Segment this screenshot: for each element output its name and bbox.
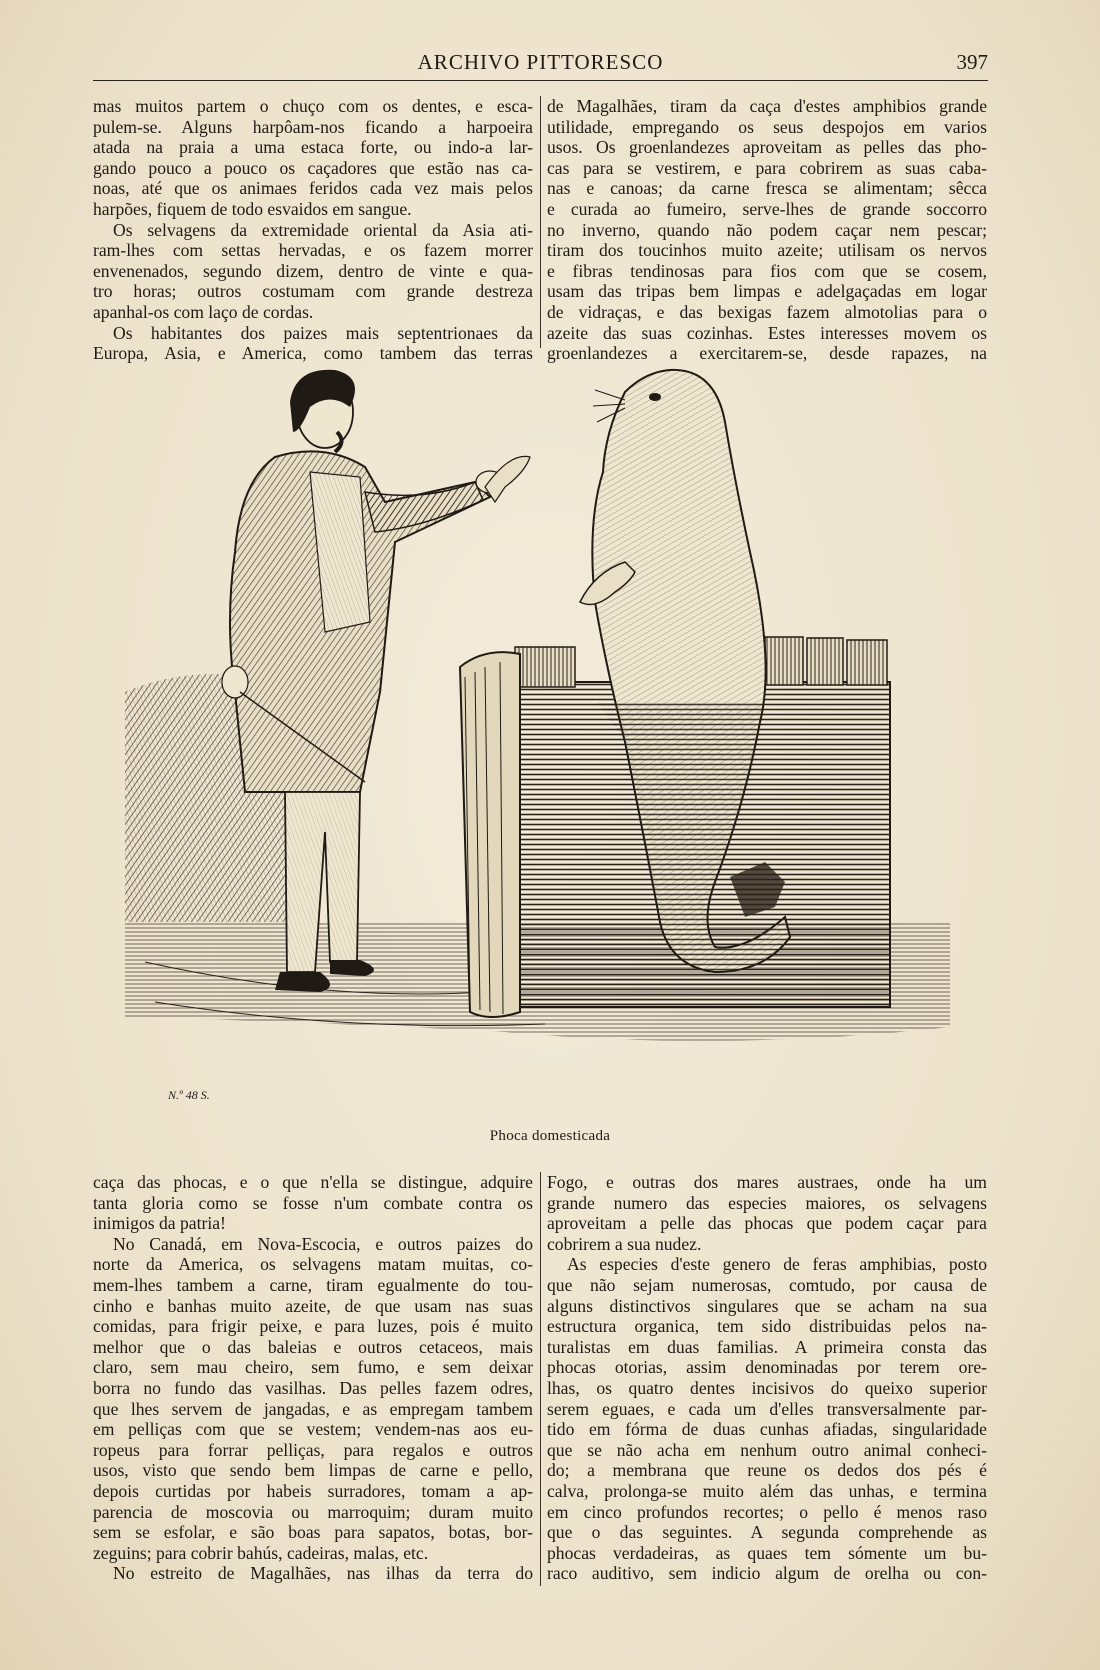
text-line: em cinco profundos recortes; o pello é menos raso	[547, 1501, 987, 1522]
text-line: borra no fundo das vasilhas. Das pelles fazem odres,	[93, 1377, 533, 1398]
text-line: As especies d'este genero de feras amphibias, posto	[567, 1254, 987, 1275]
text-line: azeite das suas cozinhas. Estes interesses movem os	[547, 322, 987, 343]
text-column-bottom-left	[93, 1172, 533, 1584]
text-line: phocas otorias, assim denominadas por terem ore-	[547, 1357, 987, 1378]
text-line: do; a membrana que reune os dedos dos pés é	[547, 1460, 987, 1481]
text-line: ram-lhes com settas hervadas, e os fazem morrer	[93, 240, 533, 261]
text-line: pulem-se. Alguns harpôam-nos ficando a harpoeira	[93, 116, 533, 137]
text-line: grande numero das especies maiores, os selvagens	[547, 1192, 987, 1213]
text-line: cobrirem a sua nudez.	[547, 1233, 702, 1254]
text-line: que não sejam numerosas, comtudo, por causa de	[547, 1274, 987, 1295]
text-line: Europa, Asia, e America, como tambem das terras	[93, 343, 533, 364]
column-divider-bottom	[540, 1172, 541, 1586]
text-line: serem eguaes, e cada um d'elles transversalmente par-	[547, 1398, 987, 1419]
text-line: de Magalhães, tiram da caça d'estes amphibios grande	[547, 96, 987, 116]
text-line: calva, prolonga-se muito além das unhas, e termina	[547, 1480, 987, 1501]
text-line: usos. Os groenlandezes aproveitam as pelles das pho-	[547, 137, 987, 158]
text-line: norte da America, os selvagens matam muitas, co-	[93, 1254, 533, 1275]
text-line: tiram dos toucinhos muito azeite; utilisam os nervos	[547, 240, 987, 261]
text-line: zeguins; para cobrir bahús, cadeiras, malas, etc.	[93, 1542, 429, 1563]
text-line: phocas verdadeiras, as quaes tem sómente um bu-	[547, 1542, 987, 1563]
text-line: no inverno, quando não podem caçar nem pescar;	[547, 219, 987, 240]
text-line: e fibras tendinosas para fios com que se cosem,	[547, 260, 987, 281]
text-line: sem se esfolar, e são boas para sapatos, botas, bor-	[93, 1522, 533, 1543]
running-header	[93, 50, 988, 81]
text-line: alguns distinctivos singulares que se acham na sua	[547, 1295, 987, 1316]
text-line: cinho e banhas muito azeite, de que usam nas suas	[93, 1295, 533, 1316]
text-line: Fogo, e outras dos mares austraes, onde ha um	[547, 1172, 987, 1192]
text-line: ropeus para forrar pelliças, para regalos e outros	[93, 1439, 533, 1460]
text-line: harpões, fiquem de todo esvaidos em sangue.	[93, 198, 412, 219]
text-line: nas e canoas; da carne fresca se alimentam; sêcca	[547, 178, 987, 199]
text-line: mas muitos partem o chuço com os dentes, e esca-	[93, 96, 533, 116]
text-line: que lhes servem de jangadas, e as empregam tambem	[93, 1398, 533, 1419]
text-line: Os habitantes dos paizes mais septentrionaes da	[113, 322, 533, 343]
text-line: No Canadá, em Nova-Escocia, e outros paizes do	[113, 1233, 533, 1254]
text-line: envenenados, segundo dizem, dentro de vinte e qua-	[93, 260, 533, 281]
text-line: usam das tripas bem limpas e adelgaçadas em logar	[547, 281, 987, 302]
text-line: noas, até que os animaes feridos cada vez mais pelos	[93, 178, 533, 199]
text-line: mem-lhes tambem a carne, tiram egualmente do tou-	[93, 1274, 533, 1295]
text-line: tanta gloria como se fosse n'um combate contra os	[93, 1192, 533, 1213]
text-line: depois curtidas por habeis surradores, tomam a ap-	[93, 1480, 533, 1501]
text-column-top-left	[93, 96, 533, 364]
text-line: cas para se vestirem, e para cobrirem as suas caba-	[547, 157, 987, 178]
text-line: utilidade, empregando os seus despojos em varios	[547, 116, 987, 137]
text-line: que se não acha em nenhum outro animal conheci-	[547, 1439, 987, 1460]
text-line: caça das phocas, e o que n'ella se distingue, adquire	[93, 1172, 533, 1192]
page-number: 397	[956, 50, 988, 74]
text-line: inimigos da patria!	[93, 1213, 226, 1234]
text-line: usos, visto que sendo bem limpas de carne e pello,	[93, 1460, 533, 1481]
text-line: de vidraças, e das bexigas fazem almotolias para o	[547, 301, 987, 322]
text-column-top-right	[547, 96, 987, 364]
text-line: tido em fórma de duas cunhas afiadas, singularidade	[547, 1419, 987, 1440]
text-line: atada na praia a uma estaca forte, ou indo-a lar-	[93, 137, 533, 158]
journal-title: ARCHIVO PITTORESCO	[417, 50, 664, 74]
text-line: melhor que o das baleias e outros cetaceos, mais	[93, 1336, 533, 1357]
text-line: comidas, para frigir peixe, e para luzes, pois é muito	[93, 1316, 533, 1337]
text-line: e curada ao fumeiro, serve-lhes de grande soccorro	[547, 198, 987, 219]
text-line: parencia de moscovia ou marroquim; duram muito	[93, 1501, 533, 1522]
text-line: raco auditivo, sem indicio algum de orelha ou con-	[547, 1563, 987, 1584]
text-line: claro, sem mau cheiro, sem fumo, e sem deixar	[93, 1357, 533, 1378]
text-column-bottom-right	[547, 1172, 987, 1584]
engraver-signature: N.º 48 S.	[168, 1088, 210, 1102]
engraving-illustration	[125, 362, 950, 1102]
text-line: gando pouco a pouco os caçadores que estão nas ca-	[93, 157, 533, 178]
text-line: estructura organica, tem sido distribuidas pelos na-	[547, 1316, 987, 1337]
text-line: Os selvagens da extremidade oriental da Asia ati-	[113, 219, 533, 240]
illustration-caption: Phoca domesticada	[489, 1128, 611, 1144]
text-line: turalistas em duas familias. A primeira consta das	[547, 1336, 987, 1357]
text-line: groenlandezes a exercitarem-se, desde rapazes, na	[547, 343, 987, 364]
text-line: aproveitam a pelle das phocas que podem caçar para	[547, 1213, 987, 1234]
text-line: No estreito de Magalhães, nas ilhas da terra do	[113, 1563, 533, 1584]
text-line: lhas, os quatro dentes incisivos do queixo superior	[547, 1377, 987, 1398]
column-divider-top	[540, 96, 541, 348]
text-line: em pelliças com que se vestem; vendem-nas aos eu-	[93, 1419, 533, 1440]
text-line: apanhal-os com laço de cordas.	[93, 301, 314, 322]
text-line: tro horas; outros costumam com grande destreza	[93, 281, 533, 302]
text-line: que o das seguintes. A segunda comprehende as	[547, 1522, 987, 1543]
